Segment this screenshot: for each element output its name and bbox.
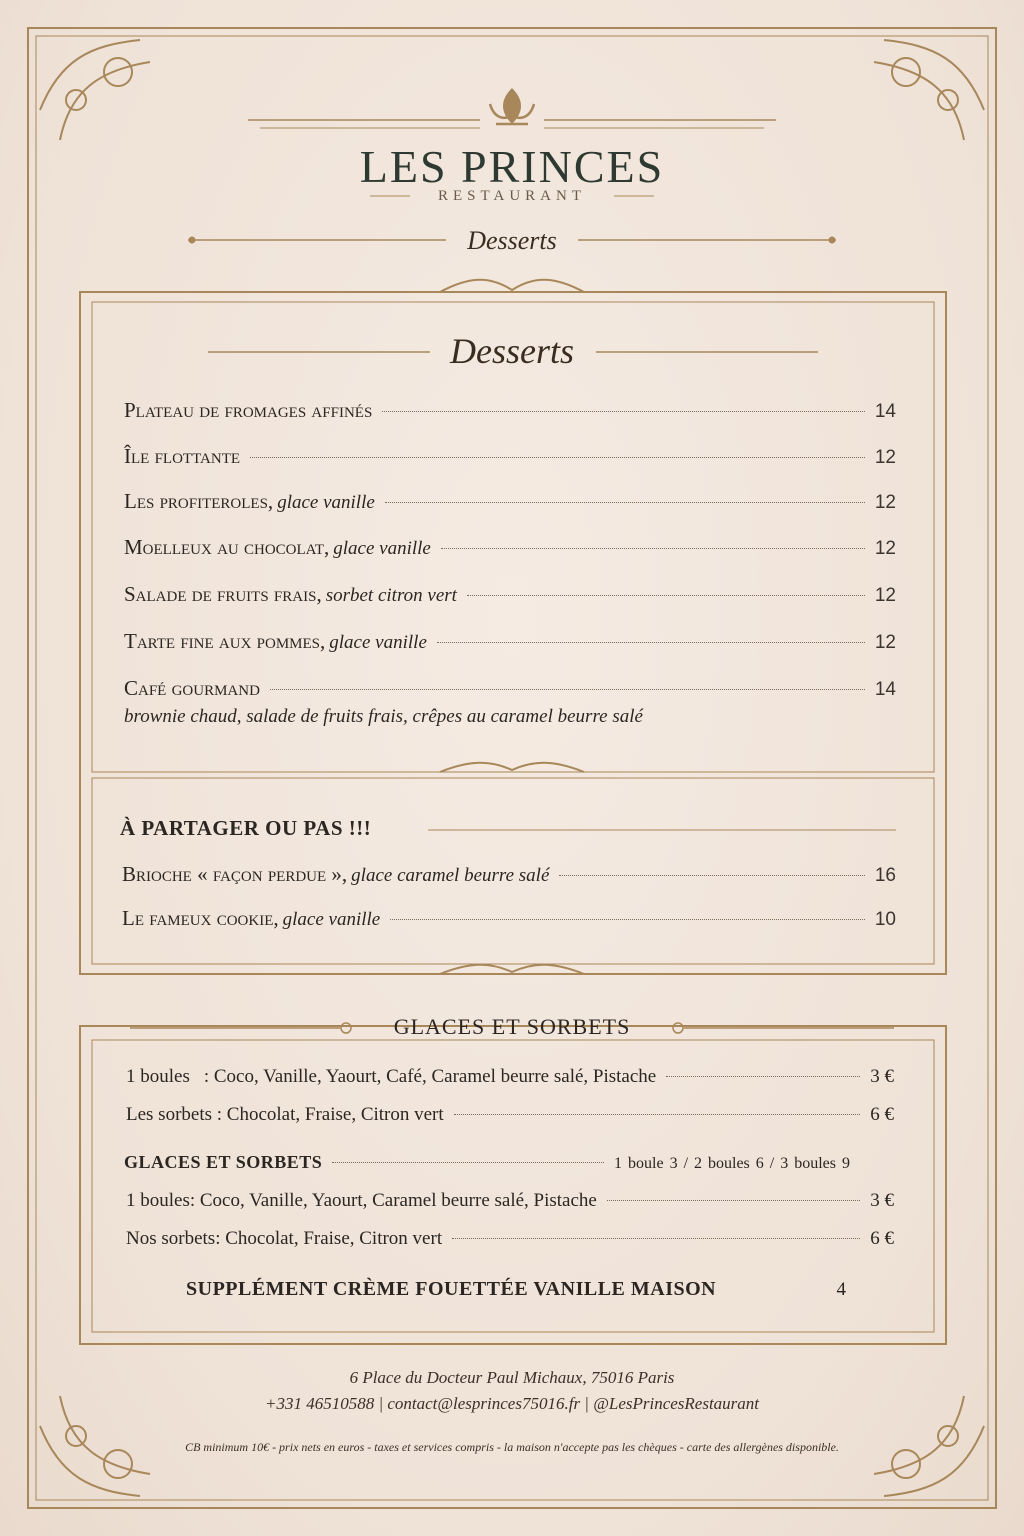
menu-item: Moelleux au chocolat, glace vanille 12 [124, 535, 896, 559]
section-title-sharing: À PARTAGER OU PAS !!! [120, 816, 372, 840]
menu-item: Tarte fine aux pommes, glace vanille 12 [124, 629, 896, 653]
ice-cream-pricing-line: GLACES ET SORBETS 1 boule 3 / 2 boules 6 / 3 boules 9 [124, 1152, 850, 1172]
menu-item: Café gourmand 14 [124, 676, 896, 700]
section-title-desserts: Desserts [450, 331, 574, 371]
section-subtitle-desserts: Desserts [467, 226, 557, 255]
restaurant-subtitle: RESTAURANT [438, 188, 586, 204]
menu-item: Les profiteroles, glace vanille 12 [124, 489, 896, 513]
supplement-line: SUPPLÉMENT CRÈME FOUETTÉE VANILLE MAISON 4 [186, 1278, 846, 1300]
sorbet-line: Nos sorbets: Chocolat, Fraise, Citron vert 6 € [126, 1228, 894, 1249]
menu-item: Le fameux cookie, glace vanille 10 [122, 906, 896, 930]
menu-item: Plateau de fromages affinés 14 [124, 398, 896, 422]
section-title-glaces: GLACES ET SORBETS [393, 1014, 631, 1039]
menu-item: Salade de fruits frais, sorbet citron vert 12 [124, 582, 896, 606]
contact-line: +331 46510588 | contact@lesprinces75016.fr | @LesPrincesRestaurant [264, 1394, 760, 1413]
ice-cream-line: 1 boules : Coco, Vanille, Yaourt, Café, Caramel beurre salé, Pistache 3 € [126, 1066, 894, 1087]
menu-item: Île flottante 12 [124, 444, 896, 468]
cafe-gourmand-description: brownie chaud, salade de fruits frais, crêpes au caramel beurre salé [124, 706, 643, 727]
restaurant-name: LES PRINCES [359, 141, 665, 192]
sorbet-line: Les sorbets : Chocolat, Fraise, Citron vert 6 € [126, 1104, 894, 1125]
ice-cream-line: 1 boules: Coco, Vanille, Yaourt, Caramel beurre salé, Pistache 3 € [126, 1190, 894, 1211]
address: 6 Place du Docteur Paul Michaux, 75016 Paris [349, 1368, 675, 1387]
fine-print: CB minimum 10€ - prix nets en euros - taxes et services compris - la maison n'accepte pas les chèques - carte des allergènes disponible. [185, 1440, 839, 1454]
menu-item: Brioche « façon perdue », glace caramel beurre salé 16 [122, 862, 896, 886]
